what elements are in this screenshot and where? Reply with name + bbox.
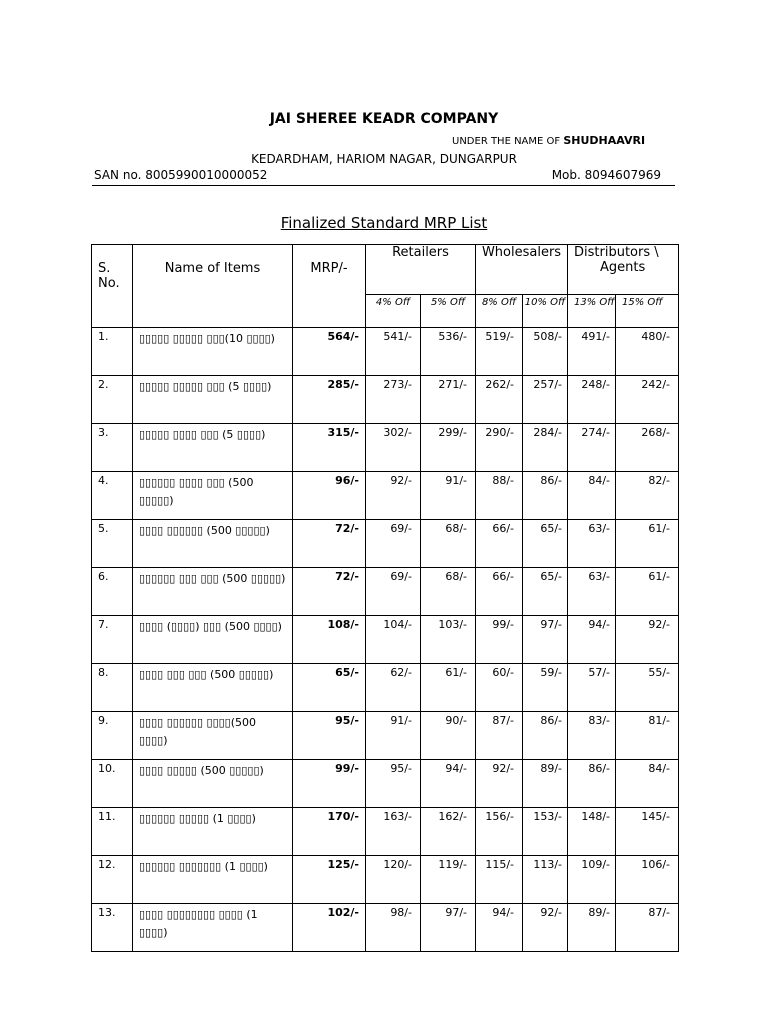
row-retail-4: 541/- — [366, 328, 421, 376]
row-wholesale-8: 262/- — [476, 376, 523, 424]
row-distributor-15: 106/- — [616, 856, 679, 904]
row-sno: 10. — [92, 760, 133, 808]
row-sno: 8. — [92, 664, 133, 712]
row-item-name: ▯▯▯▯▯ ▯▯▯▯ ▯▯▯ (5 ▯▯▯▯) — [133, 424, 293, 472]
row-retail-5: 536/- — [421, 328, 476, 376]
row-retail-4: 92/- — [366, 472, 421, 520]
table-row — [92, 904, 679, 952]
row-sno: 7. — [92, 616, 133, 664]
row-distributor-13: 94/- — [568, 616, 616, 664]
row-item-name: ▯▯▯▯▯▯ ▯▯▯ ▯▯▯ (500 ▯▯▯▯▯) — [133, 568, 293, 616]
row-wholesale-8: 290/- — [476, 424, 523, 472]
row-item-name: ▯▯▯▯ ▯▯▯▯▯▯ (500 ▯▯▯▯▯) — [133, 520, 293, 568]
table-row — [92, 808, 679, 856]
row-wholesale-10: 97/- — [523, 616, 568, 664]
row-wholesale-10: 284/- — [523, 424, 568, 472]
row-sno: 5. — [92, 520, 133, 568]
row-item-name: ▯▯▯▯ ▯▯▯ ▯▯▯ (500 ▯▯▯▯▯) — [133, 664, 293, 712]
row-distributor-13: 248/- — [568, 376, 616, 424]
table-row — [92, 520, 679, 568]
row-distributor-15: 87/- — [616, 904, 679, 952]
row-retail-5: 97/- — [421, 904, 476, 952]
row-wholesale-10: 89/- — [523, 760, 568, 808]
row-sno: 9. — [92, 712, 133, 760]
row-sno: 11. — [92, 808, 133, 856]
row-item-name: ▯▯▯▯ ▯▯▯▯▯▯ ▯▯▯▯(500 ▯▯▯▯) — [133, 712, 293, 760]
table-row — [92, 328, 679, 376]
table-row — [92, 472, 679, 520]
row-retail-4: 91/- — [366, 712, 421, 760]
row-retail-4: 69/- — [366, 520, 421, 568]
header-row — [92, 245, 679, 295]
row-wholesale-10: 65/- — [523, 568, 568, 616]
row-sno: 1. — [92, 328, 133, 376]
row-retail-4: 302/- — [366, 424, 421, 472]
row-wholesale-8: 99/- — [476, 616, 523, 664]
row-distributor-15: 480/- — [616, 328, 679, 376]
row-sno: 13. — [92, 904, 133, 952]
brand-name: SHUDHAAVRI — [563, 134, 646, 147]
brand-line — [452, 134, 645, 147]
row-wholesale-10: 86/- — [523, 472, 568, 520]
header-distributors-label: Distributors \ — [574, 245, 659, 260]
row-distributor-15: 145/- — [616, 808, 679, 856]
row-distributor-15: 242/- — [616, 376, 679, 424]
discount-header: 13% Off — [568, 295, 616, 328]
row-mrp: 96/- — [293, 472, 366, 520]
row-wholesale-8: 92/- — [476, 760, 523, 808]
row-retail-5: 94/- — [421, 760, 476, 808]
discount-header: 4% Off — [366, 295, 421, 328]
row-distributor-13: 57/- — [568, 664, 616, 712]
row-retail-5: 91/- — [421, 472, 476, 520]
document-title: Finalized Standard MRP List — [280, 214, 488, 232]
row-retail-4: 104/- — [366, 616, 421, 664]
discount-header: 10% Off — [523, 295, 568, 328]
row-distributor-13: 63/- — [568, 520, 616, 568]
row-distributor-15: 82/- — [616, 472, 679, 520]
san-number: SAN no. 8005990010000052 — [94, 168, 268, 182]
row-mrp: 72/- — [293, 568, 366, 616]
row-wholesale-8: 66/- — [476, 520, 523, 568]
table-row — [92, 760, 679, 808]
row-distributor-13: 84/- — [568, 472, 616, 520]
company-address: KEDARDHAM, HARIOM NAGAR, DUNGARPUR — [251, 152, 517, 166]
row-wholesale-8: 88/- — [476, 472, 523, 520]
row-mrp: 95/- — [293, 712, 366, 760]
row-item-name: ▯▯▯▯ (▯▯▯▯) ▯▯▯ (500 ▯▯▯▯) — [133, 616, 293, 664]
row-wholesale-10: 508/- — [523, 328, 568, 376]
row-sno: 4. — [92, 472, 133, 520]
row-wholesale-10: 92/- — [523, 904, 568, 952]
row-distributor-13: 83/- — [568, 712, 616, 760]
header-wholesalers: Wholesalers — [476, 245, 568, 295]
discount-header: 15% Off — [616, 295, 679, 328]
row-retail-5: 119/- — [421, 856, 476, 904]
row-retail-5: 103/- — [421, 616, 476, 664]
row-retail-5: 68/- — [421, 520, 476, 568]
row-mrp: 99/- — [293, 760, 366, 808]
row-retail-5: 162/- — [421, 808, 476, 856]
header-sno: S. No. — [92, 245, 133, 328]
row-wholesale-10: 257/- — [523, 376, 568, 424]
row-distributor-13: 274/- — [568, 424, 616, 472]
row-mrp: 564/- — [293, 328, 366, 376]
row-sno: 6. — [92, 568, 133, 616]
row-distributor-13: 86/- — [568, 760, 616, 808]
row-distributor-15: 268/- — [616, 424, 679, 472]
row-mrp: 285/- — [293, 376, 366, 424]
row-retail-5: 61/- — [421, 664, 476, 712]
row-distributor-13: 89/- — [568, 904, 616, 952]
row-retail-5: 271/- — [421, 376, 476, 424]
row-sno: 3. — [92, 424, 133, 472]
row-mrp: 108/- — [293, 616, 366, 664]
table-row — [92, 616, 679, 664]
row-wholesale-8: 115/- — [476, 856, 523, 904]
row-retail-4: 273/- — [366, 376, 421, 424]
row-mrp: 102/- — [293, 904, 366, 952]
row-wholesale-10: 113/- — [523, 856, 568, 904]
row-wholesale-8: 94/- — [476, 904, 523, 952]
row-retail-4: 95/- — [366, 760, 421, 808]
row-mrp: 125/- — [293, 856, 366, 904]
header-distributors — [568, 245, 679, 295]
mobile-number: Mob. 8094607969 — [551, 168, 661, 182]
company-name: JAI SHEREE KEADR COMPANY — [269, 111, 499, 127]
discount-header: 5% Off — [421, 295, 476, 328]
row-sno: 12. — [92, 856, 133, 904]
row-wholesale-10: 153/- — [523, 808, 568, 856]
table-row — [92, 664, 679, 712]
row-distributor-13: 109/- — [568, 856, 616, 904]
row-wholesale-8: 66/- — [476, 568, 523, 616]
row-retail-4: 120/- — [366, 856, 421, 904]
header-retailers: Retailers — [366, 245, 476, 295]
row-item-name: ▯▯▯▯ ▯▯▯▯▯ (500 ▯▯▯▯▯) — [133, 760, 293, 808]
table-row — [92, 856, 679, 904]
row-mrp: 65/- — [293, 664, 366, 712]
row-item-name: ▯▯▯▯▯ ▯▯▯▯▯ ▯▯▯ (5 ▯▯▯▯) — [133, 376, 293, 424]
row-retail-5: 68/- — [421, 568, 476, 616]
mrp-table — [91, 244, 679, 952]
row-wholesale-10: 59/- — [523, 664, 568, 712]
row-wholesale-10: 86/- — [523, 712, 568, 760]
row-item-name: ▯▯▯▯▯▯ ▯▯▯▯ ▯▯▯ (500 ▯▯▯▯▯) — [133, 472, 293, 520]
row-wholesale-8: 87/- — [476, 712, 523, 760]
row-sno: 2. — [92, 376, 133, 424]
row-distributor-15: 84/- — [616, 760, 679, 808]
row-distributor-15: 92/- — [616, 616, 679, 664]
header-agents-label: Agents — [600, 260, 646, 275]
table-row — [92, 568, 679, 616]
row-distributor-15: 61/- — [616, 568, 679, 616]
row-distributor-13: 63/- — [568, 568, 616, 616]
row-wholesale-10: 65/- — [523, 520, 568, 568]
row-retail-4: 69/- — [366, 568, 421, 616]
row-retail-4: 98/- — [366, 904, 421, 952]
row-retail-5: 299/- — [421, 424, 476, 472]
row-item-name: ▯▯▯▯▯ ▯▯▯▯▯ ▯▯▯(10 ▯▯▯▯) — [133, 328, 293, 376]
row-item-name: ▯▯▯▯ ▯▯▯▯▯▯▯▯ ▯▯▯▯ (1 ▯▯▯▯) — [133, 904, 293, 952]
row-mrp: 315/- — [293, 424, 366, 472]
row-retail-4: 163/- — [366, 808, 421, 856]
row-item-name: ▯▯▯▯▯▯ ▯▯▯▯▯▯▯ (1 ▯▯▯▯) — [133, 856, 293, 904]
row-distributor-15: 55/- — [616, 664, 679, 712]
row-wholesale-8: 60/- — [476, 664, 523, 712]
under-label: UNDER THE NAME OF — [452, 136, 561, 147]
row-wholesale-8: 156/- — [476, 808, 523, 856]
table-row — [92, 712, 679, 760]
row-wholesale-8: 519/- — [476, 328, 523, 376]
row-distributor-15: 61/- — [616, 520, 679, 568]
discount-header: 8% Off — [476, 295, 523, 328]
info-line — [92, 168, 675, 186]
header-mrp: MRP/- — [293, 245, 366, 328]
row-retail-5: 90/- — [421, 712, 476, 760]
row-item-name: ▯▯▯▯▯▯ ▯▯▯▯▯ (1 ▯▯▯▯) — [133, 808, 293, 856]
row-distributor-15: 81/- — [616, 712, 679, 760]
row-mrp: 72/- — [293, 520, 366, 568]
table-row — [92, 376, 679, 424]
table-row — [92, 424, 679, 472]
row-mrp: 170/- — [293, 808, 366, 856]
row-distributor-13: 491/- — [568, 328, 616, 376]
header-name: Name of Items — [133, 245, 293, 328]
row-retail-4: 62/- — [366, 664, 421, 712]
row-distributor-13: 148/- — [568, 808, 616, 856]
